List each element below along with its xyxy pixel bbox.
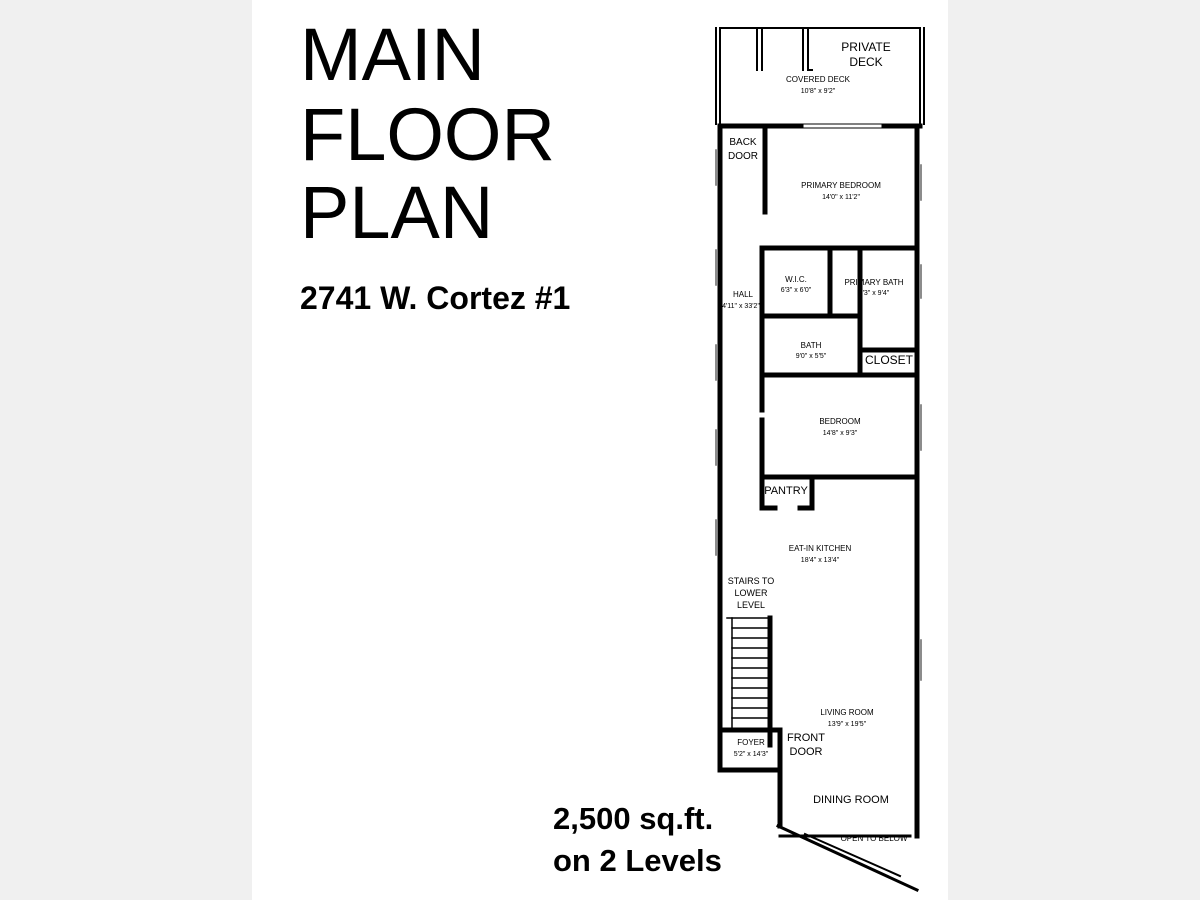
title-line-1: MAIN (300, 13, 485, 96)
square-footage: 2,500 sq.ft. (553, 801, 714, 836)
hall-label: HALL (732, 290, 754, 299)
dining-room-label: DINING ROOM (813, 794, 889, 806)
property-address: 2741 W. Cortez #1 (300, 280, 571, 316)
foyer-dims: 5'2" x 14'3" (733, 751, 769, 758)
primary-bath-dims: 8'3" x 9'4" (858, 290, 890, 297)
stairs-label-3: LEVEL (736, 600, 766, 610)
hall-dims: 4'11" x 33'2" (722, 303, 760, 310)
bath-dims: 9'0" x 5'5" (795, 353, 827, 360)
level-count: on 2 Levels (553, 843, 722, 878)
primary-bedroom-label: PRIMARY BEDROOM (801, 181, 881, 190)
bath-label: BATH (800, 341, 822, 350)
pantry-label: PANTRY (764, 485, 808, 497)
front-door-label: FRONT (787, 732, 825, 744)
open-to-below-label: OPEN TO BELOW (840, 834, 908, 843)
foyer-label: FOYER (737, 738, 765, 747)
kitchen-dims: 18'4" x 13'4" (800, 557, 840, 564)
stairs-label-2: LOWER (734, 588, 768, 598)
living-room-label: LIVING ROOM (820, 708, 874, 717)
interior-walls (720, 126, 917, 745)
title-line-3: PLAN (300, 171, 494, 254)
bedroom-dims: 14'8" x 9'3" (822, 430, 858, 437)
closet-label: CLOSET (864, 353, 914, 367)
living-room-dims: 13'9" x 19'5" (827, 721, 867, 728)
stairs-label: STAIRS TO (727, 576, 775, 586)
private-deck-label-2: DECK (849, 55, 883, 69)
primary-bath-label: PRIMARY BATH (844, 278, 904, 287)
primary-bedroom-dims: 14'0" x 11'2" (822, 194, 860, 201)
covered-deck-dims: 10'8" x 9'2" (800, 88, 836, 95)
front-door-label-2: DOOR (789, 746, 823, 758)
private-deck-label: PRIVATE (841, 40, 891, 54)
back-door-label: BACK (729, 137, 757, 148)
title-line-2: FLOOR (300, 93, 555, 176)
wic-label: W.I.C. (785, 275, 807, 284)
kitchen-label: EAT-IN KITCHEN (788, 544, 852, 553)
back-door-label-2: DOOR (728, 151, 758, 162)
covered-deck-label: COVERED DECK (785, 75, 851, 84)
wic-dims: 6'3" x 6'0" (780, 287, 812, 294)
staircase (727, 618, 770, 728)
bedroom-label: BEDROOM (819, 417, 861, 426)
